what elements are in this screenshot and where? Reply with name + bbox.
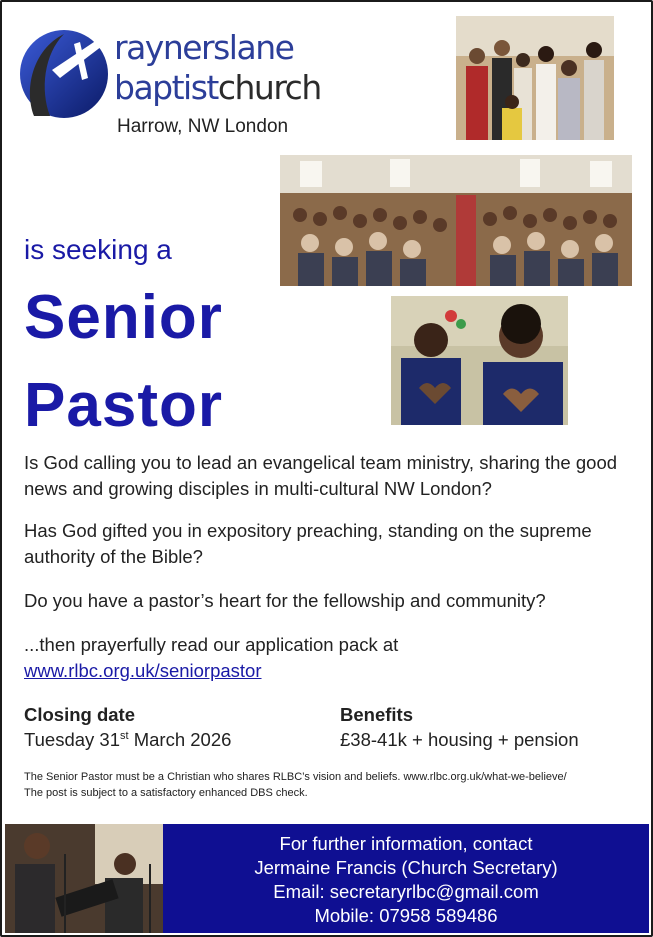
closing-day-suffix: st bbox=[120, 729, 129, 742]
application-pack-text: ...then prayerfully read our application pack at bbox=[24, 634, 399, 655]
heart-gesture-photo bbox=[391, 296, 568, 425]
closing-day: Tuesday 31 bbox=[24, 729, 120, 750]
closing-month-year: March 2026 bbox=[128, 729, 232, 750]
benefits-value: £38-41k + housing + pension bbox=[340, 729, 579, 750]
church-location: Harrow, NW London bbox=[117, 116, 289, 137]
footnote-vision: The Senior Pastor must be a Christian who shares RLBC’s vision and beliefs. www.rlbc.org.uk/what-we-believe/ bbox=[24, 771, 567, 783]
brand-line2-a: baptist bbox=[114, 68, 218, 107]
church-name bbox=[114, 28, 321, 108]
role-title-line1: Senior bbox=[24, 283, 223, 352]
closing-date-value bbox=[24, 729, 231, 751]
contact-email: Email: secretaryrlbc@gmail.com bbox=[273, 881, 539, 902]
closing-date-label: Closing date bbox=[24, 704, 136, 725]
benefits-label: Benefits bbox=[340, 704, 413, 725]
contact-name: Jermaine Francis (Church Secretary) bbox=[254, 857, 558, 878]
contact-panel bbox=[163, 824, 649, 933]
youth-group-photo bbox=[456, 16, 614, 140]
application-pack-link[interactable]: www.rlbc.org.uk/seniorpastor bbox=[24, 660, 262, 681]
application-pack-paragraph bbox=[24, 632, 634, 684]
seeking-text: is seeking a bbox=[24, 234, 172, 265]
question-calling: Is God calling you to lead an evangelical team ministry, sharing the good news and growing disciples in multi-cultural NW London? bbox=[24, 452, 618, 499]
church-logo bbox=[14, 20, 114, 124]
congregation-photo bbox=[280, 155, 632, 286]
footnote-dbs: The post is subject to a satisfactory enhanced DBS check. bbox=[24, 787, 308, 799]
worship-band-photo bbox=[5, 824, 163, 933]
contact-mobile: Mobile: 07958 589486 bbox=[314, 905, 498, 926]
brand-line2-b: church bbox=[217, 68, 321, 107]
question-pastors-heart: Do you have a pastor’s heart for the fellowship and community? bbox=[24, 590, 546, 611]
brand-line1: raynerslane bbox=[114, 28, 294, 67]
question-preaching: Has God gifted you in expository preaching, standing on the supreme authority of the Bible? bbox=[24, 520, 592, 567]
role-title-line2: Pastor bbox=[24, 371, 223, 440]
contact-intro: For further information, contact bbox=[279, 833, 533, 854]
